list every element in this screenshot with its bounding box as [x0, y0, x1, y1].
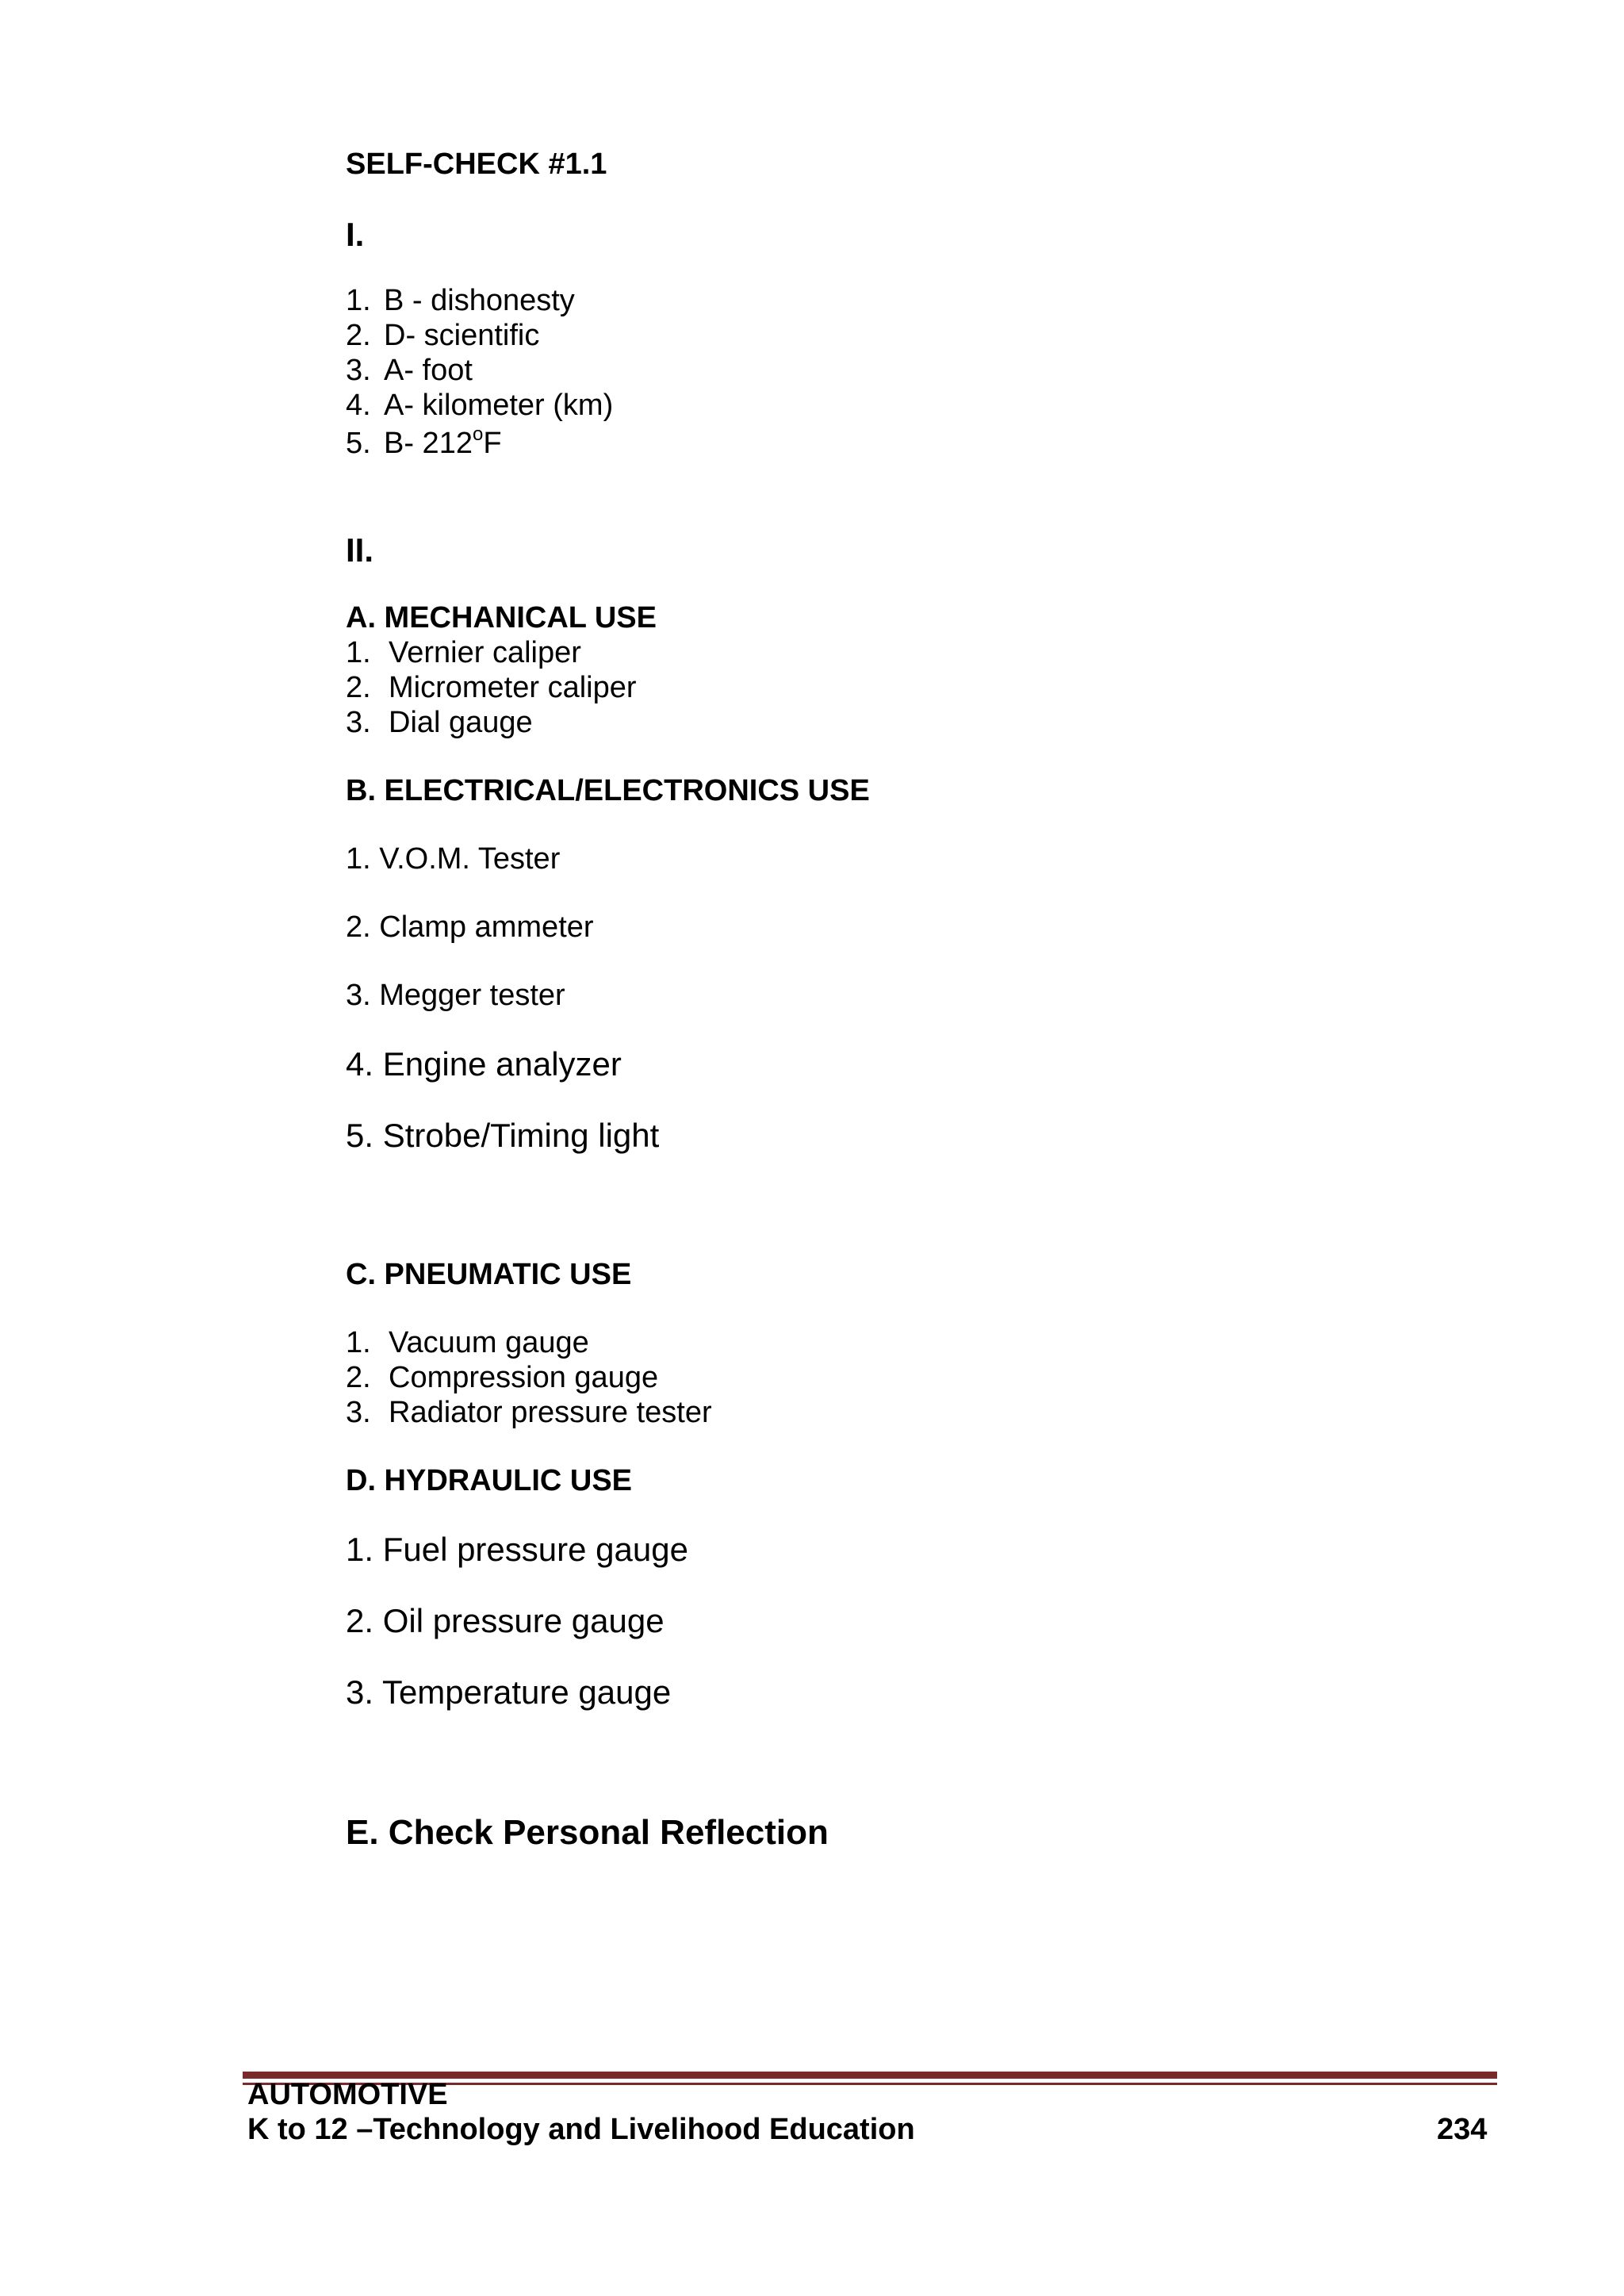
list-item: 4. Engine analyzer: [346, 1045, 622, 1083]
degree-superscript: o: [472, 424, 484, 445]
section-heading-mechanical: A. MECHANICAL USE: [346, 601, 657, 634]
footer-subject: AUTOMOTIVE: [247, 2078, 448, 2111]
list-item: 1. Vacuum gauge: [346, 1326, 589, 1359]
list-item: 3. Dial gauge: [346, 706, 533, 739]
list-item: 1. V.O.M. Tester: [346, 842, 561, 876]
page-number: 234: [1437, 2113, 1488, 2146]
list-item: 3. Radiator pressure tester: [346, 1396, 712, 1429]
section-heading-pneumatic: C. PNEUMATIC USE: [346, 1258, 632, 1291]
list-item: 2. D- scientific: [346, 319, 540, 352]
list-item: 3. A- foot: [346, 354, 473, 387]
part-two-label: II.: [346, 531, 374, 569]
part-one-label: I.: [346, 216, 365, 253]
list-item: 1. Vernier caliper: [346, 636, 581, 669]
section-heading-electrical: B. ELECTRICAL/ELECTRONICS USE: [346, 774, 870, 807]
list-item: 3. Temperature gauge: [346, 1673, 672, 1711]
footer-course: K to 12 –Technology and Livelihood Education: [247, 2113, 915, 2146]
list-item: 4. A- kilometer (km): [346, 389, 614, 422]
list-item: 2. Compression gauge: [346, 1361, 659, 1394]
list-item: 2. Clamp ammeter: [346, 910, 594, 944]
list-item: 3. Megger tester: [346, 979, 565, 1012]
list-item: 2. Micrometer caliper: [346, 671, 637, 704]
section-heading-reflection: E. Check Personal Reflection: [346, 1813, 829, 1852]
list-item: 1. B - dishonesty: [346, 284, 575, 317]
list-item: 1. Fuel pressure gauge: [346, 1531, 688, 1568]
list-item: 5. Strobe/Timing light: [346, 1117, 660, 1154]
list-item: 2. Oil pressure gauge: [346, 1602, 665, 1639]
page-title: SELF-CHECK #1.1: [346, 148, 607, 181]
list-item: 5. B- 212$^o$F: [346, 424, 502, 460]
section-heading-hydraulic: D. HYDRAULIC USE: [346, 1464, 633, 1497]
